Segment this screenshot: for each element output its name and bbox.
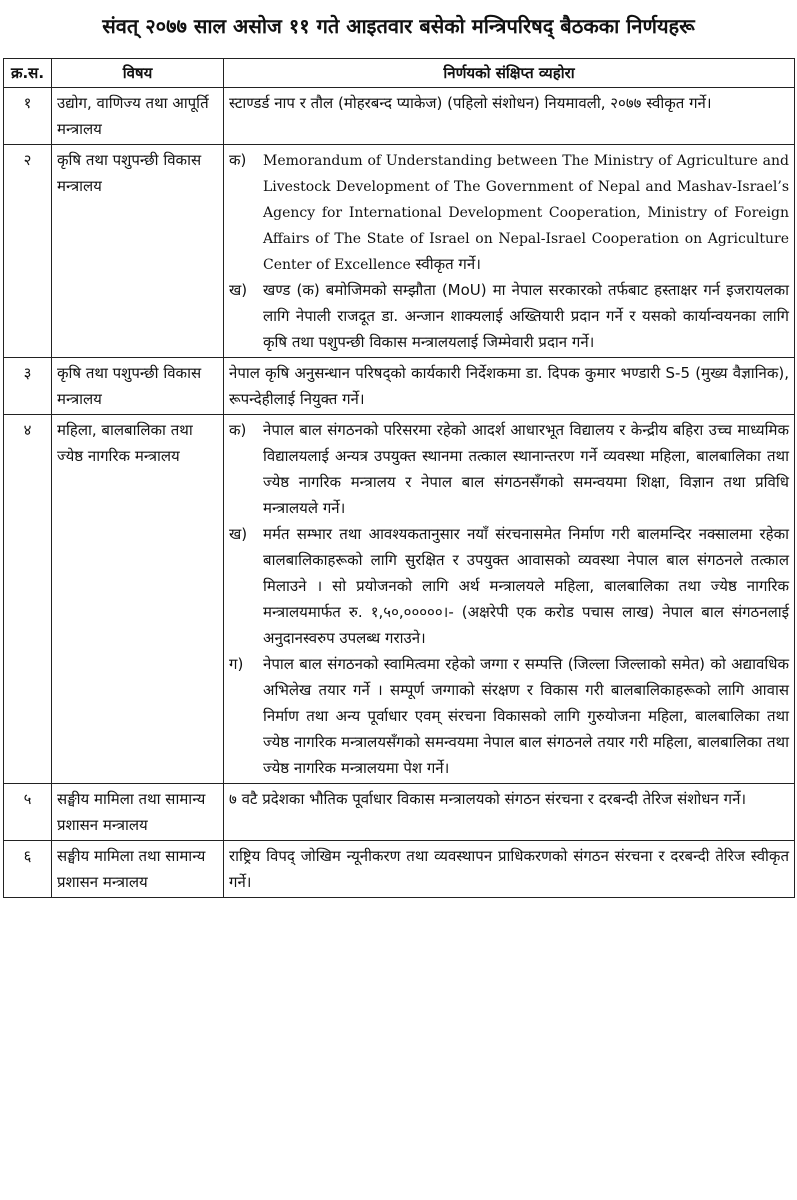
header-subject: विषय — [52, 59, 224, 88]
item-label: क) — [229, 151, 247, 169]
serial-number: ३ — [4, 358, 52, 415]
item-text: नेपाल बाल संगठनको स्वामित्वमा रहेको जग्गा र सम्पत्ति (जिल्ला जिल्लाको समेत) को अद्यावधिक अभिलेख तयार गर्ने । सम्पूर्ण जग्गाको संरक्षण र विकास गरी बालबालिकाहरूको लागि आवास निर्माण तथा अन्य पूर्वाधार एवम् संरचना विकासको लागि गुरुयोजना महिला, बालबालिका तथा ज्येष्ठ नागरिक मन्त्रालयसँगको समन्वयमा नेपाल बाल संगठनले तयार गरी महिला, बालबालिका तथा ज्येष्ठ नागरिक मन्त्रालयमा पेश गर्ने। — [263, 655, 789, 777]
decision-text — [224, 88, 795, 145]
decision-text — [224, 415, 795, 784]
serial-number: १ — [4, 88, 52, 145]
decision-paragraph: स्टाण्डर्ड नाप र तौल (मोहरबन्द प्याकेज) (पहिलो संशोधन) नियमावली, २०७७ स्वीकृत गर्ने। — [229, 94, 712, 112]
header-decision: निर्णयको संक्षिप्त व्यहोरा — [224, 59, 795, 88]
decision-item — [229, 521, 789, 651]
serial-number: ४ — [4, 415, 52, 784]
decision-item — [229, 147, 789, 277]
mou-title-english: Memorandum of Understanding between The Ministry of Agriculture and Livestock Development of The Government of Nepal and Mashav-Israel’s Agency for International Development Cooperation, Ministry of Foreign Affairs of The State of Israel on Nepal-Israel Cooperation on Agriculture Center of Excellence — [263, 153, 789, 273]
decision-item — [229, 651, 789, 781]
ministry-name: उद्योग, वाणिज्य तथा आपूर्ति मन्त्रालय — [52, 88, 224, 145]
item-text: खण्ड (क) बमोजिमको सम्झौता (MoU) मा नेपाल सरकारको तर्फबाट हस्ताक्षर गर्न इजरायलका लागि नेपाली राजदूत डा. अन्जान शाक्यलाई अख्तियारी प्रदान गर्ने र यसको कार्यान्वयनका लागि कृषि तथा पशुपन्छी विकास मन्त्रालयलाई जिम्मेवारी प्रदान गर्ने। — [263, 281, 789, 351]
decision-item — [229, 277, 789, 355]
decision-text — [224, 358, 795, 415]
page-title: संवत् २०७७ साल असोज ११ गते आइतवार बसेको मन्त्रिपरिषद् बैठकका निर्णयहरू — [102, 14, 695, 38]
serial-number: २ — [4, 145, 52, 358]
table-row — [4, 784, 795, 841]
decision-paragraph: राष्ट्रिय विपद् जोखिम न्यूनीकरण तथा व्यवस्थापन प्राधिकरणको संगठन संरचना र दरबन्दी तेरिज स्वीकृत गर्ने। — [229, 847, 789, 891]
item-label: क) — [229, 421, 247, 439]
decision-text — [224, 145, 795, 358]
item-label: ख) — [229, 525, 248, 543]
decisions-table — [3, 58, 795, 898]
decision-text — [224, 784, 795, 841]
table-row — [4, 415, 795, 784]
header-serial-number: क्र.स. — [4, 59, 52, 88]
item-text: नेपाल बाल संगठनको परिसरमा रहेको आदर्श आधारभूत विद्यालय र केन्द्रीय बहिरा उच्च माध्यमिक विद्यालयलाई अन्यत्र उपयुक्त स्थानमा तत्काल स्थानान्तरण गर्ने व्यवस्था महिला, बालबालिका तथा ज्येष्ठ नागरिक मन्त्रालय र नेपाल बाल संगठनसँगको समन्वयमा शिक्षा, विज्ञान तथा प्रविधि मन्त्रालयले गर्ने। — [263, 421, 789, 517]
decision-text — [224, 841, 795, 898]
ministry-name: सङ्घीय मामिला तथा सामान्य प्रशासन मन्त्रालय — [52, 784, 224, 841]
table-row — [4, 88, 795, 145]
item-label: ख) — [229, 281, 248, 299]
item-text: मर्मत सम्भार तथा आवश्यकतानुसार नयाँ संरचनासमेत निर्माण गरी बालमन्दिर नक्सालमा रहेका बालबालिकाहरूको लागि सुरक्षित र उपयुक्त आवासको व्यवस्था नेपाल बाल संगठनले तत्काल मिलाउने । सो प्रयोजनको लागि अर्थ मन्त्रालयले महिला, बालबालिका तथा ज्येष्ठ नागरिक मन्त्रालयमार्फत रु. १,५०,०००००।- (अक्षरेपी एक करोड पचास लाख) नेपाल बाल संगठनलाई अनुदानस्वरुप उपलब्ध गराउने। — [263, 525, 789, 647]
ministry-name: सङ्घीय मामिला तथा सामान्य प्रशासन मन्त्रालय — [52, 841, 224, 898]
item-label: ग) — [229, 655, 244, 673]
table-row — [4, 145, 795, 358]
decision-paragraph: ७ वटै प्रदेशका भौतिक पूर्वाधार विकास मन्त्रालयको संगठन संरचना र दरबन्दी तेरिज संशोधन गर्ने। — [229, 790, 747, 808]
table-header-row — [4, 59, 795, 88]
ministry-name: कृषि तथा पशुपन्छी विकास मन्त्रालय — [52, 145, 224, 358]
table-row — [4, 358, 795, 415]
serial-number: ५ — [4, 784, 52, 841]
ministry-name: महिला, बालबालिका तथा ज्येष्ठ नागरिक मन्त्रालय — [52, 415, 224, 784]
ministry-name: कृषि तथा पशुपन्छी विकास मन्त्रालय — [52, 358, 224, 415]
item-text — [263, 147, 789, 277]
decision-paragraph: नेपाल कृषि अनुसन्धान परिषद्को कार्यकारी निर्देशकमा डा. दिपक कुमार भण्डारी S-5 (मुख्य वैज्ञानिक), रूपन्देहीलाई नियुक्त गर्ने। — [229, 364, 789, 408]
table-row — [4, 841, 795, 898]
decision-item — [229, 417, 789, 521]
item-text-suffix: स्वीकृत गर्ने। — [410, 255, 481, 273]
serial-number: ६ — [4, 841, 52, 898]
